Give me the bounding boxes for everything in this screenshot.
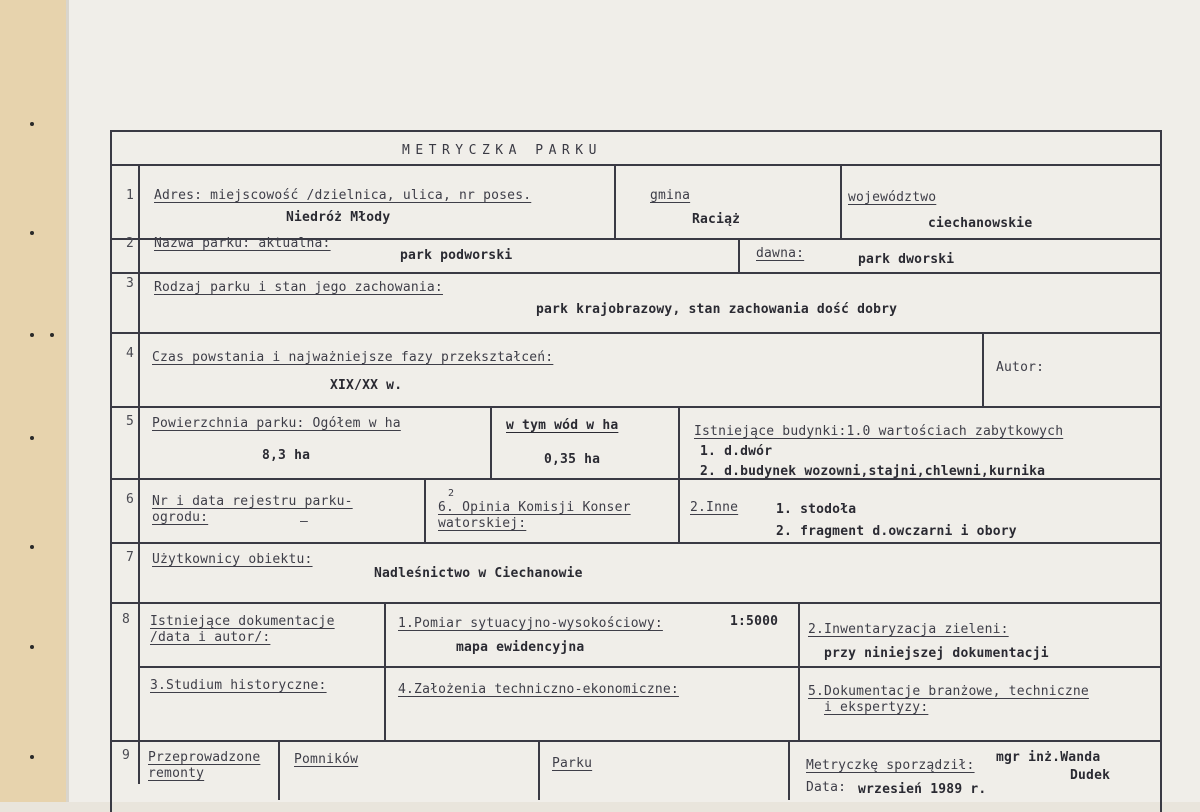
park-type-value: park krajobrazowy, stan zachowania dość dobry (536, 302, 898, 317)
history-label: 3.Studium historyczne: (150, 678, 327, 693)
row-number: 3 (126, 276, 135, 291)
area-value: 8,3 ha (262, 448, 311, 463)
park-name-label: Nazwa parku: aktualna: (154, 236, 331, 251)
row-divider (112, 406, 1160, 408)
row-number: 4 (126, 346, 135, 361)
park-name-value: park podworski (400, 248, 513, 263)
row-divider (112, 542, 1160, 544)
park-type-label: Rodzaj parku i stan jego zachowania: (154, 280, 443, 295)
punch-dot (30, 436, 34, 440)
date-value: wrzesień 1989 r. (858, 782, 987, 797)
docs-label-cont: /data i autor/: (150, 630, 271, 645)
prepared-by-label: Metryczkę sporządził: (806, 758, 975, 773)
punch-dot (30, 122, 34, 126)
address-value: Niedróż Młody (286, 210, 391, 225)
opinion-label-cont: watorskiej: (438, 516, 527, 531)
address-label: Adres: miejscowość /dzielnica, ulica, nr poses. (154, 188, 532, 203)
number-column-divider (138, 164, 140, 784)
building-item: 2. d.budynek wozowni,stajni,chlewni,kurnika (700, 464, 1046, 479)
register-value: — (300, 514, 309, 529)
punch-dot (50, 333, 54, 337)
opinion-sup: 2 (448, 488, 455, 499)
gmina-label: gmina (650, 188, 691, 203)
inventory-label: 2.Inwentaryzacja zieleni: (808, 622, 1009, 637)
cell-divider (424, 478, 426, 542)
water-value: 0,35 ha (544, 452, 601, 467)
cell-divider (678, 406, 680, 478)
date-label: Data: (806, 780, 847, 795)
row-number: 9 (122, 748, 131, 763)
other-label: 2.Inne (690, 500, 739, 515)
sheet-edge (66, 0, 69, 802)
cell-divider (278, 740, 280, 800)
cell-divider (678, 478, 680, 542)
docs-label: Istniejące dokumentacje (150, 614, 335, 629)
row-divider (112, 602, 1160, 604)
cell-divider (840, 164, 842, 238)
survey-value: mapa ewidencyjna (456, 640, 585, 655)
cell-divider (614, 164, 616, 238)
prepared-by-value-cont: Dudek (1070, 768, 1111, 783)
binding-strip (0, 0, 66, 802)
cell-divider (798, 602, 800, 740)
park-record-form (110, 130, 1162, 812)
building-item: 1. d.dwór (700, 444, 773, 459)
survey-label: 1.Pomiar sytuacyjno-wysokościowy: (398, 616, 663, 631)
area-label: Powierzchnia parku: Ogółem w ha (152, 416, 401, 431)
inventory-value: przy niniejszej dokumentacji (824, 646, 1049, 661)
row-divider (112, 272, 1160, 274)
punch-dot (30, 755, 34, 759)
opinion-label-text: 6. Opinia Komisji Konser (438, 500, 631, 515)
voivodeship-value: ciechanowskie (928, 216, 1033, 231)
former-name-label: dawna: (756, 246, 805, 261)
gmina-value: Raciąż (692, 212, 741, 227)
punch-dot (30, 333, 34, 337)
repairs-label-cont: remonty (148, 766, 205, 781)
row-number: 2 (126, 236, 135, 251)
users-value: Nadleśnictwo w Ciechanowie (374, 566, 583, 581)
punch-dot (30, 645, 34, 649)
voivodeship-label: województwo (848, 190, 937, 205)
cell-divider (490, 406, 492, 478)
opinion-label (438, 488, 631, 515)
row-number: 5 (126, 414, 135, 429)
cell-divider (982, 332, 984, 406)
row-number: 1 (126, 188, 135, 203)
other-item: 2. fragment d.owczarni i obory (776, 524, 1017, 539)
punch-dot (30, 231, 34, 235)
users-label: Użytkownicy obiektu: (152, 552, 313, 567)
punch-dot (30, 545, 34, 549)
repairs-label: Przeprowadzone (148, 750, 261, 765)
water-label: w tym wód w ha (506, 418, 619, 433)
buildings-label: Istniejące budynki:1.0 wartościach zabytkowych (694, 424, 1064, 439)
cell-divider (788, 740, 790, 800)
author-label: Autor: (996, 360, 1045, 375)
cell-divider (538, 740, 540, 800)
monuments-label: Pomników (294, 752, 359, 767)
register-label-cont: ogrodu: (152, 510, 209, 525)
cell-divider (384, 602, 386, 740)
branch-docs-label-cont: i ekspertyzy: (824, 700, 929, 715)
technical-label: 4.Założenia techniczno-ekonomiczne: (398, 682, 679, 697)
row-number: 6 (126, 492, 135, 507)
other-item: 1. stodoła (776, 502, 857, 517)
form-title: METRYCZKA PARKU (402, 143, 602, 158)
period-label: Czas powstania i najważniejsze fazy przekształceń: (152, 350, 554, 365)
row-divider (112, 164, 1160, 166)
row-number: 7 (126, 550, 135, 565)
former-name-value: park dworski (858, 252, 955, 267)
register-label: Nr i data rejestru parku- (152, 494, 353, 509)
branch-docs-label: 5.Dokumentacje branżowe, techniczne (808, 684, 1089, 699)
period-value: XIX/XX w. (330, 378, 403, 393)
park-repairs-label: Parku (552, 756, 593, 771)
survey-scale: 1:5000 (730, 614, 779, 629)
cell-divider (138, 666, 1160, 668)
prepared-by-value: mgr inż.Wanda (996, 750, 1101, 765)
row-number: 8 (122, 612, 131, 627)
cell-divider (738, 238, 740, 272)
row-divider (112, 740, 1160, 742)
row-divider (112, 332, 1160, 334)
